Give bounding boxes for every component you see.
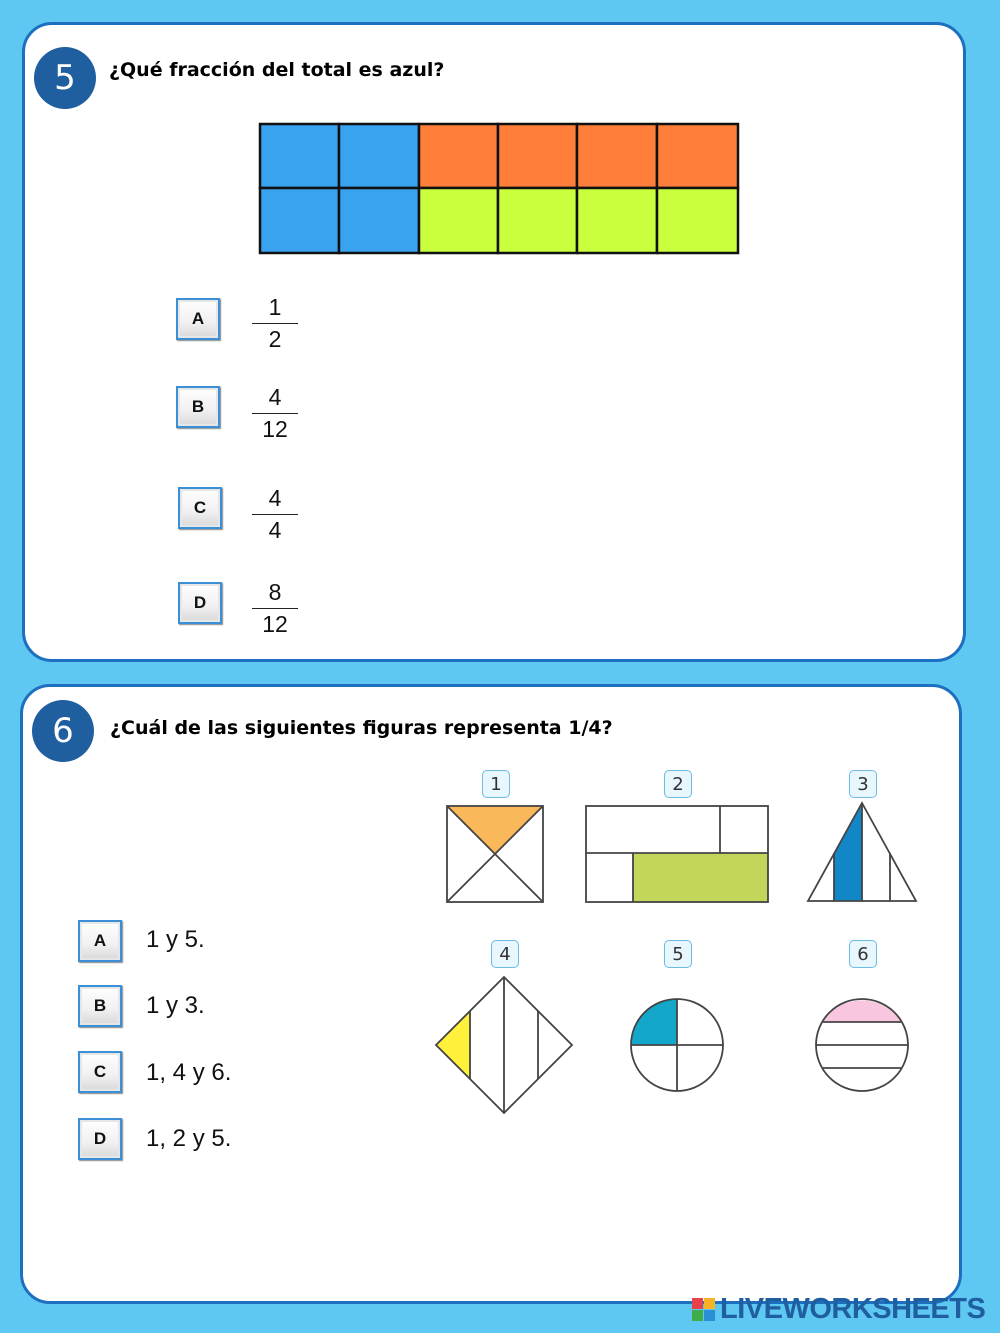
question-6-card	[20, 684, 962, 1304]
option-c-button[interactable]: C	[78, 1051, 122, 1093]
option-d-text: 1, 2 y 5.	[146, 1125, 232, 1152]
grid-cell-orange	[498, 124, 577, 188]
fraction-numerator: 4	[268, 384, 282, 410]
figure-3-label: 3	[849, 770, 877, 798]
question-number-badge: 6	[32, 700, 94, 762]
figure-1-label: 1	[482, 770, 510, 798]
option-b-text: 1 y 3.	[146, 992, 205, 1019]
question-number-badge: 5	[34, 47, 96, 109]
option-a-text: 1 y 5.	[146, 926, 205, 953]
option-d-fraction	[250, 579, 300, 638]
grid-cell-green	[657, 188, 738, 253]
grid-cell-green	[577, 188, 657, 253]
option-b-button[interactable]: B	[176, 386, 220, 428]
grid-cell-orange	[657, 124, 738, 188]
question-text: ¿Cuál de las siguientes figuras representa 1/4?	[110, 717, 613, 739]
grid-cell-green	[419, 188, 498, 253]
figure-6-label: 6	[849, 940, 877, 968]
figure-5-circle	[628, 996, 726, 1094]
fraction-bar	[252, 413, 298, 414]
option-c-fraction	[250, 485, 300, 544]
grid-cell-orange	[419, 124, 498, 188]
option-d-button[interactable]: D	[178, 582, 222, 624]
grid-cell-orange	[577, 124, 657, 188]
grid-cell-blue	[260, 188, 339, 253]
option-c-text: 1, 4 y 6.	[146, 1059, 232, 1086]
figure-3-triangle	[806, 801, 918, 903]
grid-cell-green	[498, 188, 577, 253]
question-5-card	[22, 22, 966, 662]
option-a-fraction	[250, 294, 300, 353]
option-c-button[interactable]: C	[178, 487, 222, 529]
fraction-numerator: 1	[268, 294, 282, 320]
figure-4-rhombus	[434, 975, 574, 1115]
figure-1-square	[446, 805, 544, 903]
option-b-fraction	[250, 384, 300, 443]
fraction-grid	[259, 123, 741, 255]
grid-cell-blue	[260, 124, 339, 188]
option-d-button[interactable]: D	[78, 1118, 122, 1160]
grid-cell-blue	[339, 124, 419, 188]
fraction-numerator: 8	[268, 579, 282, 605]
fraction-denominator: 4	[268, 517, 282, 543]
figure-6-circle	[813, 996, 911, 1094]
fraction-denominator: 12	[262, 416, 288, 442]
figure-2-label: 2	[664, 770, 692, 798]
liveworksheets-logo-icon	[692, 1298, 716, 1322]
option-a-button[interactable]: A	[176, 298, 220, 340]
figure-2-rectangle	[585, 805, 769, 903]
figure-5-label: 5	[664, 940, 692, 968]
fraction-denominator: 2	[268, 326, 282, 352]
grid-cell-blue	[339, 188, 419, 253]
question-text: ¿Qué fracción del total es azul?	[109, 59, 445, 81]
figure-4-label: 4	[491, 940, 519, 968]
option-a-button[interactable]: A	[78, 920, 122, 962]
option-b-button[interactable]: B	[78, 985, 122, 1027]
fraction-bar	[252, 514, 298, 515]
brand-wordmark[interactable]: LIVEWORKSHEETS	[720, 1293, 986, 1325]
fraction-bar	[252, 323, 298, 324]
fraction-denominator: 12	[262, 611, 288, 637]
fraction-bar	[252, 608, 298, 609]
fraction-numerator: 4	[268, 485, 282, 511]
